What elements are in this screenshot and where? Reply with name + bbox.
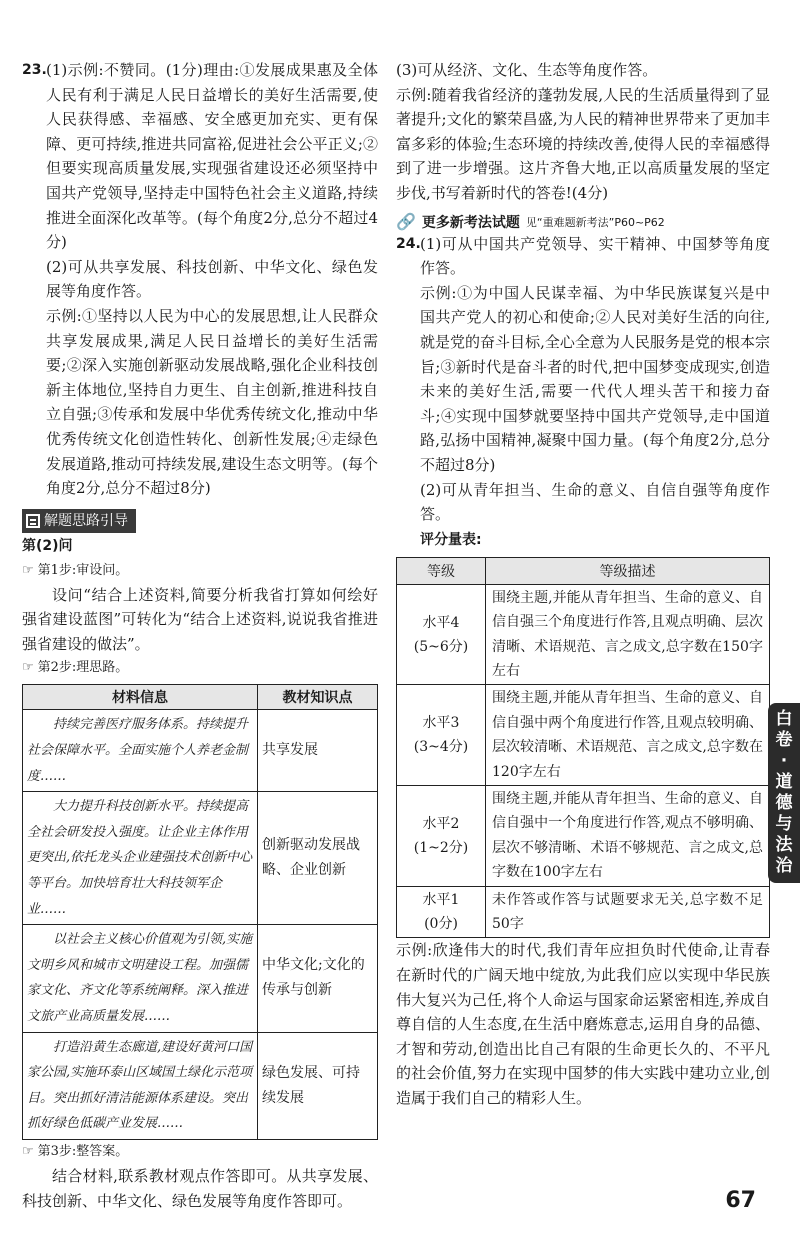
level-name: 水平3 [422,715,460,732]
table-row [23,710,378,792]
guide-step-3 [22,1140,378,1164]
more-tests-link[interactable] [396,212,770,232]
edit-icon [26,514,40,528]
table-row [397,785,770,886]
table-header: 材料信息 [23,685,258,710]
level-cell [397,584,486,685]
table-row [23,925,378,1032]
side-tab-char: · [780,751,788,771]
right-column [396,58,770,1111]
side-tab-char: 法 [775,835,793,855]
answer-24-part2: (2)可从青年担当、生命的意义、自信自强等角度作答。 [420,480,770,524]
answer-24-part1: (1)可从中国共产党领导、实干精神、中国梦等角度作答。 [420,234,770,278]
material-info: 持续完善医疗服务体系。持续提升社会保障水平。全面实施个人养老金制度…… [23,710,258,792]
material-info: 以社会主义核心价值观为引领,实施文明乡风和城市文明建设工程。加强儒家文化、齐文化等系统阐释。深入推进文旅产业高质量发展…… [23,925,258,1032]
level-cell [397,785,486,886]
answer-23-part1: (1)示例:不赞同。(1分)理由:①发展成果惠及全体人民有利于满足人民日益增长的美好生活需要,使人民获得感、幸福感、安全感更加充实、更有保障、更可持续,推进共同富裕,促进社会公平正义;②但要实现高质量发展,实现强省建设还必须坚持中国共产党领导,坚持走中国特色社会主义道路,持续推进全面深化改革等。(每个角度2分,总分不超过4分) [46,61,378,252]
left-column [22,58,378,1213]
side-tab-char: 治 [775,856,793,876]
step-1-label: 第1步:审设问。 [37,562,129,578]
side-section-tab [768,703,800,883]
level-description: 围绕主题,并能从青年担当、生命的意义、自信自强中一个角度进行作答,观点不够明确、层次不够清晰、术语不够规范、言之成文,总字数在100字左右 [486,785,770,886]
answer-24-part1-example: 示例:①为中国人民谋幸福、为中华民族谋复兴是中国共产党人的初心和使命;②人民对美好生活的向往,就是党的奋斗目标,全心全意为人民服务是党的根本宗旨;③新时代是奋斗者的时代,把中国梦变成现实,创造未来的美好生活,需要一代代人埋头苦干和接力奋斗;④实现中国梦就要坚持中国共产党领导,走中国道路,弘扬中国精神,凝聚中国力量。(每个角度2分,总分不超过8分) [420,283,770,474]
side-tab-char: 道 [775,772,793,792]
table-header: 等级 [397,557,486,584]
guide-step-2 [22,656,378,680]
guide-step-1-text: 设问“结合上述资料,简要分析我省打算如何绘好强省建设蓝图”可转化为“结合上述资料,说说我省推进强省建设的做法”。 [22,585,378,653]
pointing-hand-icon: ☞ [22,562,34,578]
link-icon: 🔗 [396,212,416,232]
level-description: 未作答或作答与试题要求无关,总字数不足50字 [486,886,770,938]
table-row [23,1032,378,1139]
step-2-label: 第2步:理思路。 [37,660,129,676]
table-header: 等级描述 [486,557,770,584]
rubric-table [396,557,770,939]
table-row [23,792,378,925]
table-row [397,685,770,786]
table-header: 教材知识点 [258,685,378,710]
level-description: 围绕主题,并能从青年担当、生命的意义、自信自强中两个角度进行作答,且观点较明确、层次较清晰、术语规范、言之成文,总字数在120字左右 [486,685,770,786]
step-3-label: 第3步:整答案。 [37,1143,129,1159]
answer-23-part3: (3)可从经济、文化、生态等角度作答。 [396,61,658,79]
answer-23-part2-example: 示例:①坚持以人民为中心的发展思想,让人民群众共享发展成果,满足人民日益增长的美好生活需要;②深入实施创新驱动发展战略,强化企业科技创新主体地位,坚持自力更生、自主创新,推进科技自立自强;③传承和发展中华优秀传统文化,推动中华优秀传统文化创造性转化、创新性发展;④走绿色发展道路,推动可持续发展,建设生态文明等。(每个角度2分,总分不超过8分) [46,306,378,498]
side-tab-char: 与 [775,814,793,834]
guide-heading-label: 解题思路引导 [44,512,128,529]
pointing-hand-icon: ☞ [22,1143,34,1159]
side-tab-char: 德 [775,793,793,813]
level-description: 围绕主题,并能从青年担当、生命的意义、自信自强三个角度进行作答,且观点明确、层次清晰、术语规范、言之成文,总字数在150字左右 [486,584,770,685]
table-row [397,886,770,938]
question-23 [22,58,378,501]
level-score: (5~6分) [413,638,469,655]
knowledge-point: 绿色发展、可持续发展 [258,1032,378,1139]
side-tab-char: 卷 [775,730,793,750]
more-tests-label: 更多新考法试题 [421,214,520,231]
table-row [397,584,770,685]
guide-step-3-text: 结合材料,联系教材观点作答即可。从共享发展、科技创新、中华文化、绿色发展等角度作答即可。 [22,1166,378,1210]
question-24 [396,232,770,553]
answer-23-part3-example: 示例:随着我省经济的蓬勃发展,人民的生活质量得到了显著提升;文化的繁荣昌盛,为人民的精神世界带来了更加丰富多彩的体验;生态环境的持续改善,使得人民的幸福感得到了进一步增强。这片齐鲁大地,正以高质量发展的坚定步伐,书写着新时代的答卷!(4分) [396,85,770,202]
level-name: 水平1 [422,891,460,908]
knowledge-point: 创新驱动发展战略、企业创新 [258,792,378,925]
level-score: (3~4分) [413,739,469,756]
guide-subtitle: 第(2)问 [22,537,73,554]
answer-24-example: 示例:欣逢伟大的时代,我们青年应担负时代使命,让青春在新时代的广阔天地中绽放,为此我们应以实现中华民族伟大复兴为己任,将个人命运与国家命运紧密相连,养成自尊自信的人生态度,在生活中磨炼意志,运用自身的品德、才智和劳动,创造出比自己有限的生命更长久的、不平凡的社会价值,努力在实现中国梦的伟大实践中建功立业,创造属于我们自己的精彩人生。 [396,941,770,1107]
question-number: 23. [22,62,47,78]
page-number: 67 [725,1188,756,1213]
knowledge-point: 共享发展 [258,710,378,792]
level-cell [397,886,486,938]
pointing-hand-icon: ☞ [22,660,34,676]
knowledge-point: 中华文化;文化的传承与创新 [258,925,378,1032]
material-table [22,684,378,1140]
level-score: (1~2分) [413,839,469,856]
level-name: 水平2 [422,815,460,832]
level-name: 水平4 [422,614,460,631]
material-info: 大力提升科技创新水平。持续提高全社会研发投入强度。让企业主体作用更突出,依托龙头企业建强技术创新中心等平台。加快培育壮大科技领军企业…… [23,792,258,925]
guide-heading [22,509,136,533]
level-score: (0分) [424,915,458,932]
side-tab-char: 白 [775,709,793,729]
material-info: 打造沿黄生态廊道,建设好黄河口国家公园,实施环泰山区域国土绿化示范项目。突出抓好清洁能源体系建设。突出抓好绿色低碳产业发展…… [23,1032,258,1139]
guide-step-1 [22,559,378,583]
level-cell [397,685,486,786]
answer-23-part2: (2)可从共享发展、科技创新、中华文化、绿色发展等角度作答。 [46,257,378,301]
more-tests-reference: 见“重难题新考法”P60~P62 [525,215,665,229]
rubric-title: 评分量表: [420,531,482,548]
question-number: 24. [396,235,421,252]
